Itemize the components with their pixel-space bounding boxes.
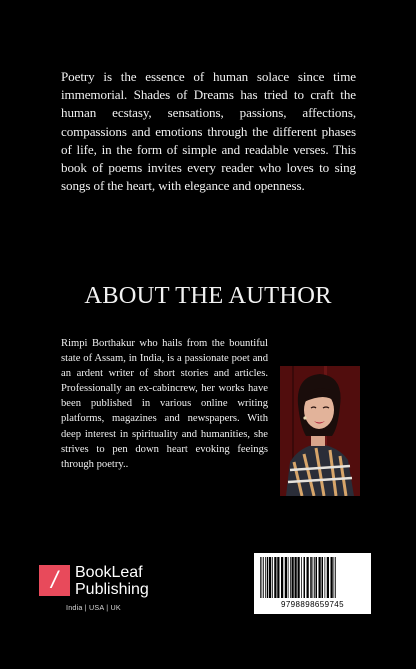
barcode-bar	[301, 557, 302, 598]
barcode-bar	[267, 557, 269, 598]
author-bio: Rimpi Borthakur who hails from the bountiful state of Assam, in India, is a passionate poet and an ardent writer of short stories and articles. Professionally an ex-cabincrew, her works have been published in various online writing platforms, magazines and newspapers. With deep interest in spirituality and humanities, she strives to pen down heart evoking feeings through poetry..	[61, 338, 268, 470]
book-blurb: Poetry is the essence of human solace since time immemorial. Shades of Dreams has tried to craft the human ecstasy, sensations, passions, affections, compassions and emotions through the different phases of life, in the form of simple and readable verses. This book of poems invites every reader who loves to sing songs of the heart, with elegance and openness.	[61, 69, 356, 194]
author-portrait-illustration	[280, 366, 360, 496]
barcode-bar	[319, 557, 321, 598]
barcode-bar	[334, 557, 335, 598]
barcode-bar	[304, 557, 306, 598]
publisher-name-line1: BookLeaf	[75, 564, 143, 581]
publisher-name	[75, 564, 149, 598]
barcode-bar	[298, 557, 300, 598]
barcode-bar	[292, 557, 294, 598]
barcode-bar	[260, 557, 261, 598]
publisher-name-line2: Publishing	[75, 581, 149, 598]
isbn-number: 9798898659745	[280, 600, 345, 609]
author-photo	[280, 366, 360, 496]
barcode-bar	[316, 557, 318, 598]
barcode-bar	[331, 557, 333, 598]
slash-icon: /	[51, 567, 58, 594]
barcode-bar	[288, 557, 289, 598]
barcode-bar	[265, 557, 266, 598]
barcode-bar	[290, 557, 291, 598]
barcode-bar	[314, 557, 315, 598]
barcode-bar	[262, 557, 263, 598]
barcode-bar	[325, 557, 326, 598]
barcode-bar	[281, 557, 283, 598]
isbn-barcode	[254, 553, 371, 614]
barcode-bars	[259, 557, 366, 598]
barcode-bar	[285, 557, 287, 598]
barcode-bar	[269, 557, 271, 598]
publisher-regions: India | USA | UK	[66, 603, 121, 612]
barcode-bar	[307, 557, 309, 598]
barcode-bar	[274, 557, 276, 598]
barcode-bar	[310, 557, 312, 598]
barcode-bar	[327, 557, 329, 598]
publisher-logo	[39, 565, 179, 615]
barcode-bar	[335, 557, 336, 598]
about-author-heading: ABOUT THE AUTHOR	[84, 282, 332, 309]
barcode-bar	[295, 557, 297, 598]
barcode-bar	[277, 557, 279, 598]
barcode-bar	[313, 557, 314, 598]
barcode-bar	[263, 557, 264, 598]
barcode-bar	[322, 557, 324, 598]
barcode-bar	[272, 557, 273, 598]
